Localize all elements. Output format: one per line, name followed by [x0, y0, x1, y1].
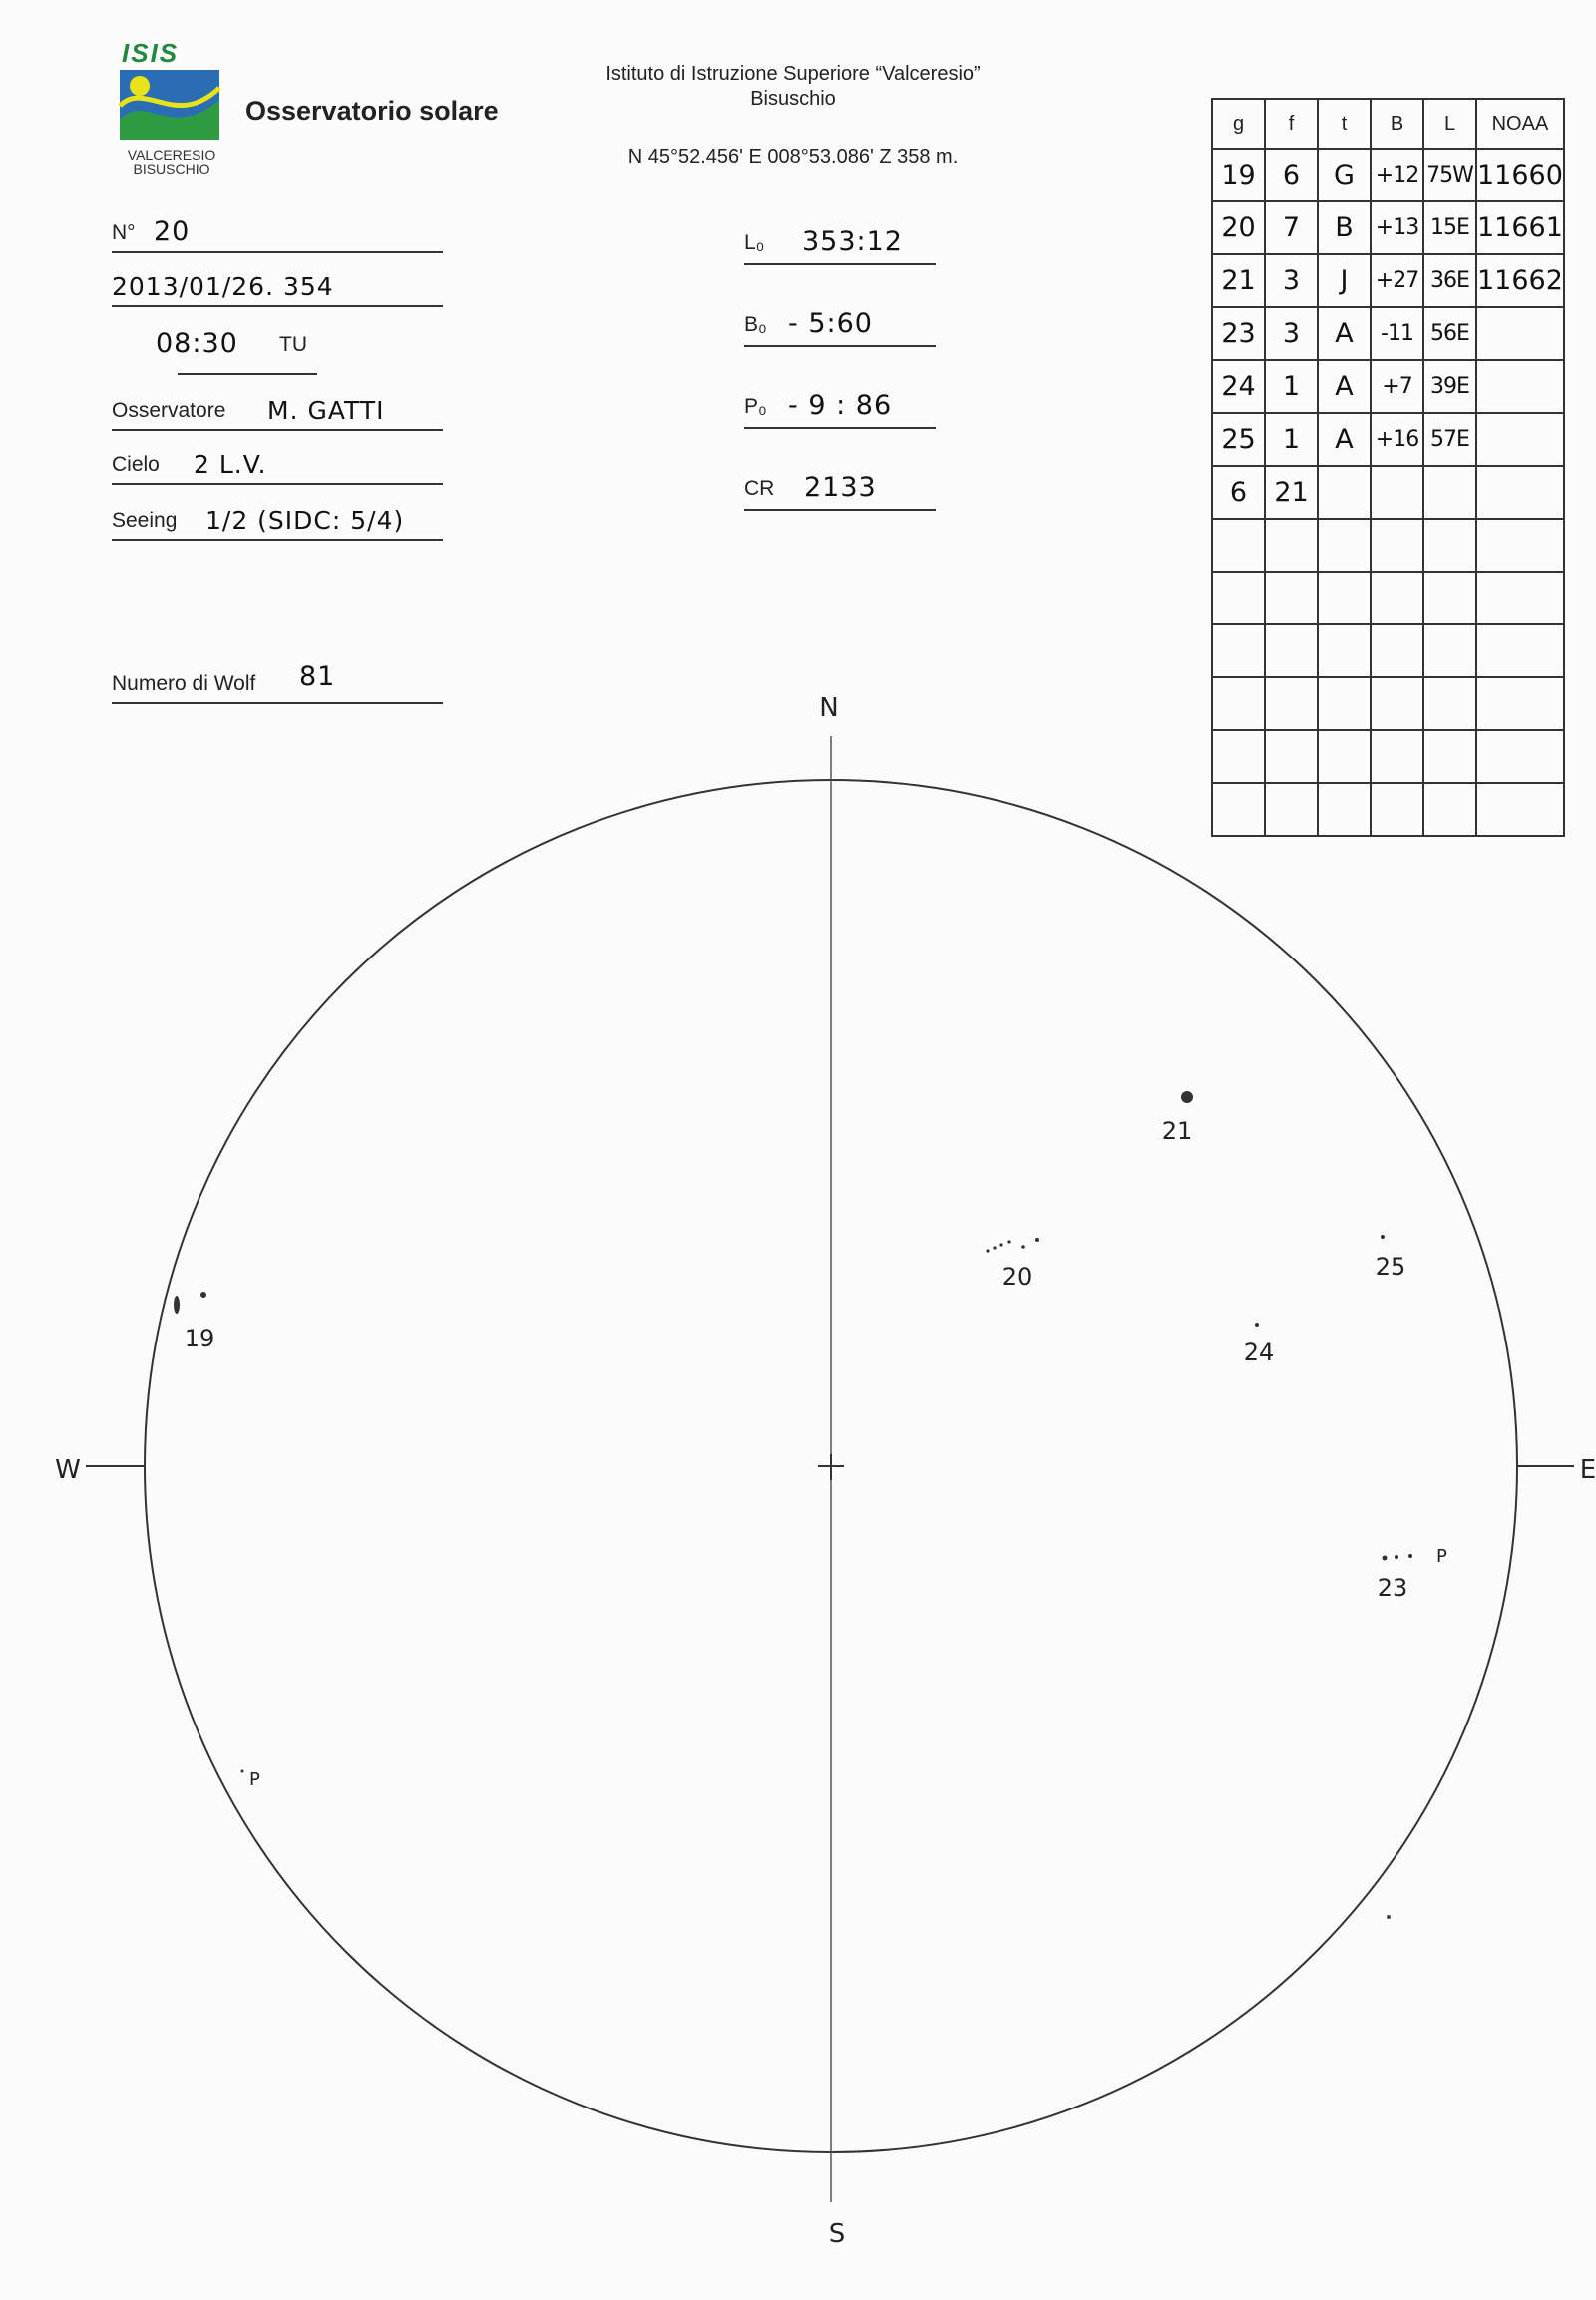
sunspot-mark	[999, 1243, 1002, 1246]
table-cell-t: A	[1318, 307, 1371, 360]
observatory-coordinates: N 45°52.456' E 008°53.086' Z 358 m.	[627, 146, 959, 168]
sunspot-mark	[1395, 1555, 1398, 1559]
wolf-number-label: Numero di Wolf	[112, 672, 256, 695]
column-header-b: B	[1371, 99, 1423, 149]
page-title: Osservatorio solare	[245, 96, 499, 126]
faculae-mark-west: P	[249, 1769, 260, 1790]
sunspot-group-23	[1378, 1546, 1447, 1602]
seeing-value: 1/2 (SIDC: 5/4)	[205, 506, 405, 535]
p0-value: - 9 : 86	[788, 390, 893, 421]
group-label-19: 19	[184, 1325, 215, 1352]
sunspot-group-24	[1244, 1323, 1275, 1366]
compass-north: N	[819, 693, 839, 723]
sunspot-mark	[174, 1296, 180, 1314]
column-header-t: t	[1318, 99, 1371, 149]
table-cell-l: 39E	[1423, 360, 1476, 413]
time-value: 08:30	[156, 328, 238, 359]
sunspot-group-19	[174, 1292, 214, 1352]
institute-line-1: Istituto di Istruzione Superiore “Valceresio”	[605, 63, 981, 85]
group-label-23: 23	[1377, 1574, 1408, 1602]
table-cell-l: 57E	[1423, 413, 1476, 466]
column-header-l: L	[1423, 99, 1476, 149]
sunspot-mark	[1181, 1091, 1193, 1103]
observer-label: Osservatore	[112, 399, 226, 422]
table-cell-t: G	[1318, 149, 1371, 201]
sunspot-mark	[1021, 1245, 1025, 1249]
table-cell-t: B	[1318, 201, 1371, 254]
group-label-21: 21	[1161, 1117, 1193, 1145]
b0-value: - 5:60	[788, 308, 873, 339]
sunspot-group-21	[1162, 1091, 1193, 1145]
compass-west: W	[55, 1455, 81, 1485]
table-cell-g: 20	[1212, 201, 1265, 254]
logo-subtitle-line1: VALCERESIO	[127, 147, 216, 163]
table-cell-b: +13	[1371, 201, 1423, 254]
table-cell-noaa: 11661	[1476, 201, 1564, 254]
sunspot-group-25	[1376, 1235, 1406, 1281]
table-cell-f: 3	[1265, 307, 1318, 360]
column-header-noaa: NOAA	[1476, 99, 1564, 149]
observer-value: M. GATTI	[267, 396, 385, 425]
seeing-label: Seeing	[112, 509, 178, 532]
institute-line-2: Bisuschio	[750, 88, 836, 110]
table-cell-l: 36E	[1423, 254, 1476, 307]
table-cell-b: +27	[1371, 254, 1423, 307]
column-header-g: g	[1212, 99, 1265, 149]
table-cell-b: +7	[1371, 360, 1423, 413]
sky-value: 2 L.V.	[194, 450, 267, 479]
table-cell-f: 21	[1265, 466, 1318, 519]
sunspot-mark	[1255, 1323, 1259, 1327]
table-cell-noaa: 11662	[1476, 254, 1564, 307]
p0-label: P₀	[744, 395, 767, 418]
table-cell-g: 21	[1212, 254, 1265, 307]
sunspot-mark	[986, 1249, 989, 1252]
sunspot-mark	[1381, 1235, 1385, 1239]
faculae-west	[241, 1769, 261, 1790]
table-cell-g: 25	[1212, 413, 1265, 466]
sky-label: Cielo	[112, 453, 160, 476]
l0-label: L₀	[744, 231, 765, 254]
table-cell-g: 23	[1212, 307, 1265, 360]
table-cell-t: A	[1318, 360, 1371, 413]
number-value: 20	[154, 216, 191, 247]
sunspot-mark	[1035, 1238, 1039, 1242]
table-cell-l: 15E	[1423, 201, 1476, 254]
group-label-24: 24	[1243, 1339, 1275, 1366]
compass-south: S	[828, 2219, 846, 2249]
date-value: 2013/01/26. 354	[112, 272, 334, 301]
number-label: N°	[112, 221, 136, 244]
logo-mark-text: ISIS	[122, 38, 180, 68]
sunspot-group-20	[986, 1238, 1039, 1291]
faculae-dot	[241, 1770, 244, 1773]
table-cell-f: 3	[1265, 254, 1318, 307]
group-label-20: 20	[1001, 1263, 1033, 1291]
b0-label: B₀	[744, 313, 767, 336]
carrington-rotation-value: 2133	[804, 472, 877, 503]
stray-dot	[1387, 1915, 1391, 1919]
table-cell-b: +12	[1371, 149, 1423, 201]
table-cell-f: 6	[1265, 149, 1318, 201]
table-cell-f: 7	[1265, 201, 1318, 254]
time-unit: TU	[279, 333, 307, 356]
sunspot-mark	[1408, 1554, 1412, 1558]
table-cell-l: 75W	[1423, 149, 1476, 201]
table-cell-t: A	[1318, 413, 1371, 466]
faculae-mark-east: P	[1436, 1546, 1447, 1567]
table-cell-b: -11	[1371, 307, 1423, 360]
sunspot-mark	[1007, 1240, 1010, 1243]
table-cell-noaa: 11660	[1476, 149, 1564, 201]
table-cell-g: 6	[1212, 466, 1265, 519]
carrington-rotation-label: CR	[744, 477, 775, 500]
wolf-number-value: 81	[299, 661, 336, 692]
table-cell-f: 1	[1265, 360, 1318, 413]
table-cell-b: +16	[1371, 413, 1423, 466]
l0-value: 353:12	[802, 226, 903, 257]
logo-subtitle-line2: BISUSCHIO	[133, 161, 210, 177]
table-cell-l: 56E	[1423, 307, 1476, 360]
column-header-f: f	[1265, 99, 1318, 149]
compass-east: E	[1579, 1455, 1596, 1485]
sunspot-mark	[1383, 1556, 1388, 1561]
table-cell-g: 19	[1212, 149, 1265, 201]
table-cell-t: J	[1318, 254, 1371, 307]
sunspot-mark	[993, 1246, 996, 1249]
group-label-25: 25	[1375, 1253, 1406, 1281]
table-cell-f: 1	[1265, 413, 1318, 466]
table-cell-g: 24	[1212, 360, 1265, 413]
sunspot-mark	[200, 1292, 206, 1298]
